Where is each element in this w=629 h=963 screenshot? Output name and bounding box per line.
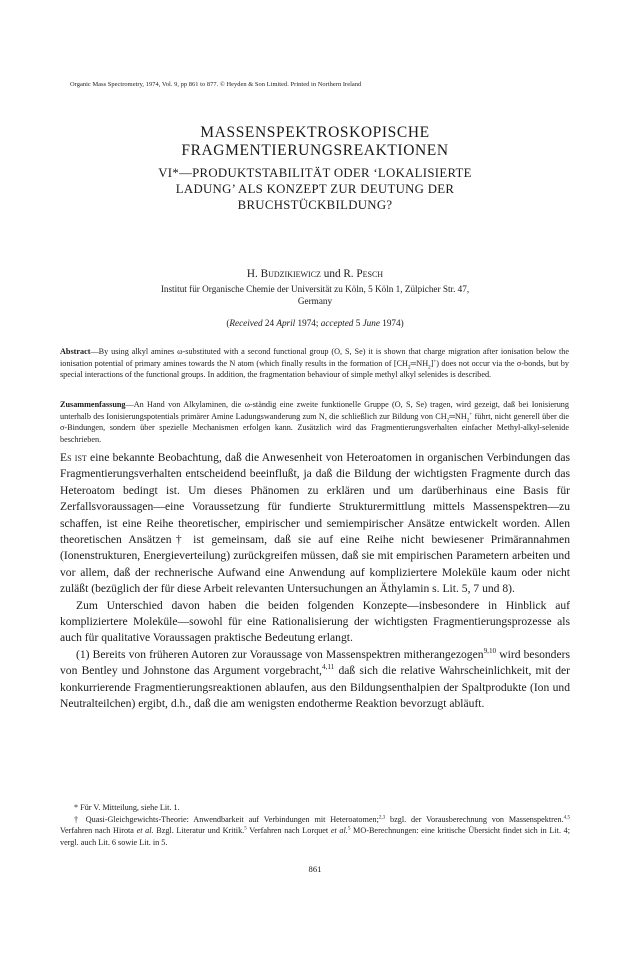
abstract-text-b: ═NH — [410, 358, 429, 368]
received-year: 1974; — [297, 318, 319, 328]
subtitle-line-3: BRUCHSTÜCKBILDUNG? — [237, 198, 393, 212]
zus-sup-plus: + — [469, 410, 473, 417]
page-number: 861 — [308, 864, 322, 874]
fn2-d: Bzgl. Literatur und Kritik. — [153, 826, 245, 836]
received-month: April — [276, 318, 296, 328]
received-label: Received — [229, 318, 263, 328]
abstract-sub-1: 2 — [407, 364, 411, 371]
affiliation-line-1: Institut für Organische Chemie der Universität zu Köln, 5 Köln 1, Zülpicher Str. 47, — [160, 284, 470, 294]
authors-line — [60, 268, 570, 280]
affiliation — [60, 283, 570, 307]
body-paragraph-3 — [60, 647, 570, 713]
abstract-label: Abstract — [60, 347, 91, 356]
fn2-a: † Quasi-Gleichgewichts-Theorie: Anwendbarkeit auf Verbindungen mit Heteroatomen; — [74, 814, 379, 824]
abstract-german — [60, 399, 569, 445]
title-line-2: FRAGMENTIERUNGSREAKTIONEN — [181, 142, 449, 159]
footnote-2 — [60, 814, 570, 849]
fn2-c: Verfahren nach Hirota — [60, 826, 137, 836]
fn2-f: MO-Berechnungen: eine kritische Übersicht findet sich in Lit. 4; vergl. auch Lit. 6 sowie Lit. in 5. — [60, 826, 571, 847]
zus-text-b: ═NH — [449, 411, 467, 421]
abstract-sub-2: 2 — [428, 364, 431, 371]
zus-sub-2: 2 — [466, 417, 470, 424]
body-p1-a: eine bekannte Beobachtung, daß die Anwesenheit von Heteroatomen in organischen Verbindungen das Fragmentierungsverhalten entscheidend beeinflußt, ja daß die Bildung der wichtigsten Fragmente durch das Heteroatom bedingt ist. Um dieses Phänomen zu erklären und um darüberhinaus eine Basis für Zerfallsvoraussagen—eine Voraussetzung für fundierte Strukturermittlung mittels Massenspektren—zu schaffen, ist eine Reihe theoretischer, empirischer und semiempirischer Ansätze entwickelt worden. Allen theoretischen Ansätzen — [60, 451, 571, 547]
fn2-e: Verfahren nach Lorquet — [246, 826, 331, 836]
accepted-year: 1974 — [382, 318, 401, 328]
dagger-mark: † — [171, 533, 186, 547]
journal-citation-line: Organic Mass Spectrometry, 1974, Vol. 9, pp 861 to 877. © Heyden & Son Limited. Printed in Northern Ireland — [70, 81, 362, 88]
body-text — [60, 450, 570, 713]
fn2-etal-1: et al. — [136, 826, 154, 836]
abstract-text-c: ) does not occur via the σ-bonds, but by special interactions of the functional groups. In addition, the fragmentation behaviour of simple methyl alkyl selenides is described. — [60, 358, 569, 380]
subtitle-line-2: LADUNG’ ALS KONZEPT ZUR DEUTUNG DER — [175, 182, 455, 196]
fn2-etal-2: et al. — [330, 826, 348, 836]
author1-initial: H. — [246, 268, 258, 280]
fn2-sup-1: 2,3 — [378, 813, 386, 820]
ref-sup-4-11: 4,11 — [321, 663, 335, 672]
zus-text-a: —An Hand von Alkylaminen, die ω-ständig eine zweite funktionelle Gruppe (O, S, Se) tragen, wird gezeigt, daß bei Ionisierung unterhalb des Ionisierungspotentials primärer Amine Ladungswanderung zum N, die schließlich zur Bildung von CH — [60, 400, 569, 421]
fn2-sup-2: 4,5 — [563, 813, 571, 820]
body-paragraph-1 — [60, 450, 570, 598]
received-date: 24 — [264, 318, 275, 328]
body-p1-b: ist gemeinsam, daß sie auf eine Reihe nicht bewiesener Primärannahmen (Ionenstrukturen, Energieverteilung) zurückgreifen müssen, daß sie mit empirischen Parametern arbeiten und vor allem, daß der rechnerische Aufwand eine Anwendung auf kompliziertere Moleküle kaum oder nicht zuläßt (bezüglich der für diese Arbeit relevanten Untersuchungen an Äthylamin s. Lit. 5, 7 und 8). — [60, 533, 570, 596]
author2-name: Pesch — [356, 268, 384, 280]
body-lead-in: Es ist — [60, 451, 87, 464]
zus-text-c: führt, nicht generell über die σ-Bindungen, sondern über spezielle Mechanismen erfolgen kann. Zusätzlich wird das Fragmentierungsverhalten einfacher Methyl-alkyl-selenide beschrieben. — [60, 411, 569, 444]
author-conjunction: und — [323, 268, 341, 280]
affiliation-line-2: Germany — [297, 296, 333, 306]
fn2-sup-3: 5 — [244, 825, 247, 832]
body-p3-c: daß sich die relative Wahrscheinlichkeit, mit der konkurrierende Fragmentierungsreaktionen ablaufen, aus den Bildungsenthalpien der Spaltprodukte (Ion und Neutralteilchen) ergibt, d.h., daß die am wenigsten endotherme Reaktion bevorzugt abläuft. — [60, 664, 570, 711]
zusammenfassung-label: Zusammenfassung — [60, 400, 126, 409]
received-dates: (Received 24 April 1974; accepted 5 June 1974) — [226, 318, 404, 328]
fn2-b: bzgl. der Vorausberechnung von Massenspektren. — [385, 814, 564, 824]
fn2-sup-4: 5 — [347, 825, 351, 832]
abstract-text-a: —By using alkyl amines ω-substituted with a second functional group (O, S, Se) it is shown that charge migration after ionisation below the ionisation potential of primary amines towards the N atom (which finally results in the formation of [CH — [60, 347, 569, 368]
footnotes — [60, 802, 570, 848]
footnote-1: * Für V. Mitteilung, siehe Lit. 1. — [74, 803, 180, 812]
abstract-bracket: ] — [430, 358, 434, 368]
author1-name: Budzikiewicz — [260, 268, 321, 280]
accepted-month: June — [362, 318, 380, 328]
abstract-english — [60, 346, 569, 381]
title-line-1: MASSENSPEKTROSKOPISCHE — [200, 124, 430, 141]
ref-sup-9-10: 9,10 — [483, 647, 497, 656]
accepted-label: accepted — [320, 318, 354, 328]
body-paragraph-2: Zum Unterschied davon haben die beiden folgenden Konzepte—insbesondere in Hinblick auf kompliziertere Moleküle—sowohl für eine Rationalisierung der wichtigsten Fragmentierungsprozesse als auch für qualitative Voraussagen praktische Bedeutung erlangt. — [60, 598, 570, 645]
abstract-sup-plus: + — [433, 357, 437, 364]
author2-initial: R. — [343, 268, 354, 280]
subtitle-line-1: VI*—PRODUKTSTABILITÄT ODER ‘LOKALISIERTE — [158, 166, 472, 180]
accepted-date: 5 — [355, 318, 361, 328]
body-p3-a: (1) Bereits von früheren Autoren zur Voraussage von Massenspektren mitherangezogen — [76, 647, 484, 661]
body-p3-b: wird besonders von Bentley und Johnstone das Argument vorgebracht, — [60, 647, 570, 678]
zus-sub-1: 2 — [446, 417, 450, 424]
